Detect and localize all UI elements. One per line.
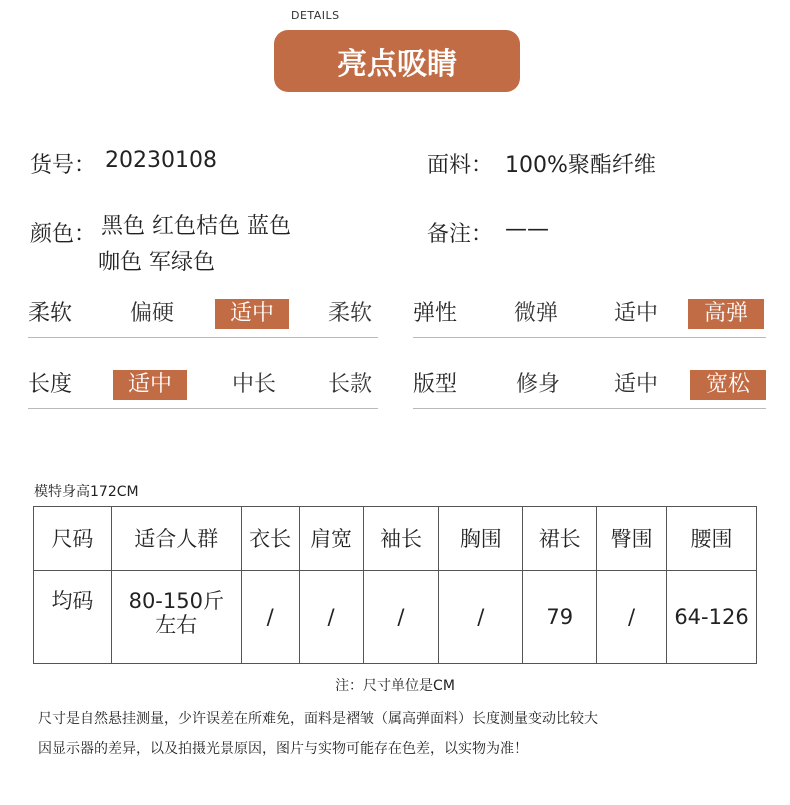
remark-label: 备注： <box>427 222 494 247</box>
elasticity-option-medium: 适中 <box>613 301 658 326</box>
fabric-value: 100%聚酯纤维 <box>505 153 656 178</box>
header-cell-fit-group: 适合人群 <box>111 507 241 571</box>
unit-note: 注：尺寸单位是CM <box>335 678 455 694</box>
elasticity-option-high-selected: 高弹 <box>688 299 764 329</box>
color-value-line1: 黑色 红色桔色 蓝色 <box>101 214 291 239</box>
color-label: 颜色： <box>30 222 97 247</box>
length-option-midlength: 中长 <box>231 372 276 397</box>
divider <box>28 337 378 338</box>
table-row <box>34 571 757 664</box>
cell-skirt-length: 79 <box>523 571 597 664</box>
header-cell-length: 衣长 <box>241 507 299 571</box>
remark-value: —— <box>505 217 549 242</box>
size-table <box>33 506 757 664</box>
elasticity-label: 弹性 <box>413 301 458 326</box>
softness-option-hard: 偏硬 <box>129 301 174 326</box>
length-option-long: 长款 <box>327 372 372 397</box>
length-label: 长度 <box>28 372 73 397</box>
softness-option-soft: 柔软 <box>327 301 372 326</box>
cell-bust: / <box>439 571 523 664</box>
color-value-line2: 咖色 军绿色 <box>98 250 215 275</box>
softness-option-medium-selected: 适中 <box>215 299 289 329</box>
divider <box>413 337 766 338</box>
header-cell-skirt-length: 裙长 <box>523 507 597 571</box>
header-cell-bust: 胸围 <box>439 507 523 571</box>
divider <box>413 408 766 409</box>
fit-label: 版型 <box>413 372 458 397</box>
softness-label: 柔软 <box>28 301 73 326</box>
page-title-banner: 亮点吸睛 <box>274 30 520 92</box>
header-cell-sleeve: 袖长 <box>363 507 439 571</box>
cell-length: / <box>241 571 299 664</box>
length-option-medium-selected: 适中 <box>113 370 187 400</box>
fit-option-loose-selected: 宽松 <box>690 370 766 400</box>
fit-option-slim: 修身 <box>515 372 560 397</box>
cell-hip: / <box>597 571 667 664</box>
table-header-row <box>34 507 757 571</box>
cell-fit-group: 80-150斤 左右 <box>111 571 241 664</box>
cell-size: 均码 <box>34 571 112 664</box>
details-subtitle: DETAILS <box>291 9 340 22</box>
measurement-note: 尺寸是自然悬挂测量，少许误差在所难免，面料是褶皱（属高弹面料）长度测量变动比较大 <box>38 711 598 727</box>
elasticity-option-slight: 微弹 <box>513 301 558 326</box>
model-height-note: 模特身高172CM <box>34 484 139 500</box>
header-cell-hip: 臀围 <box>597 507 667 571</box>
item-no-label: 货号： <box>30 153 97 178</box>
cell-waist: 64-126 <box>667 571 757 664</box>
item-no-value: 20230108 <box>105 148 217 173</box>
header-cell-waist: 腰围 <box>667 507 757 571</box>
fabric-label: 面料： <box>427 153 494 178</box>
cell-shoulder: / <box>299 571 363 664</box>
cell-sleeve: / <box>363 571 439 664</box>
divider <box>28 408 378 409</box>
header-cell-size: 尺码 <box>34 507 112 571</box>
header-cell-shoulder: 肩宽 <box>299 507 363 571</box>
fit-option-medium: 适中 <box>613 372 658 397</box>
color-disclaimer: 因显示器的差异，以及拍摄光景原因，图片与实物可能存在色差，以实物为准！ <box>38 741 528 757</box>
